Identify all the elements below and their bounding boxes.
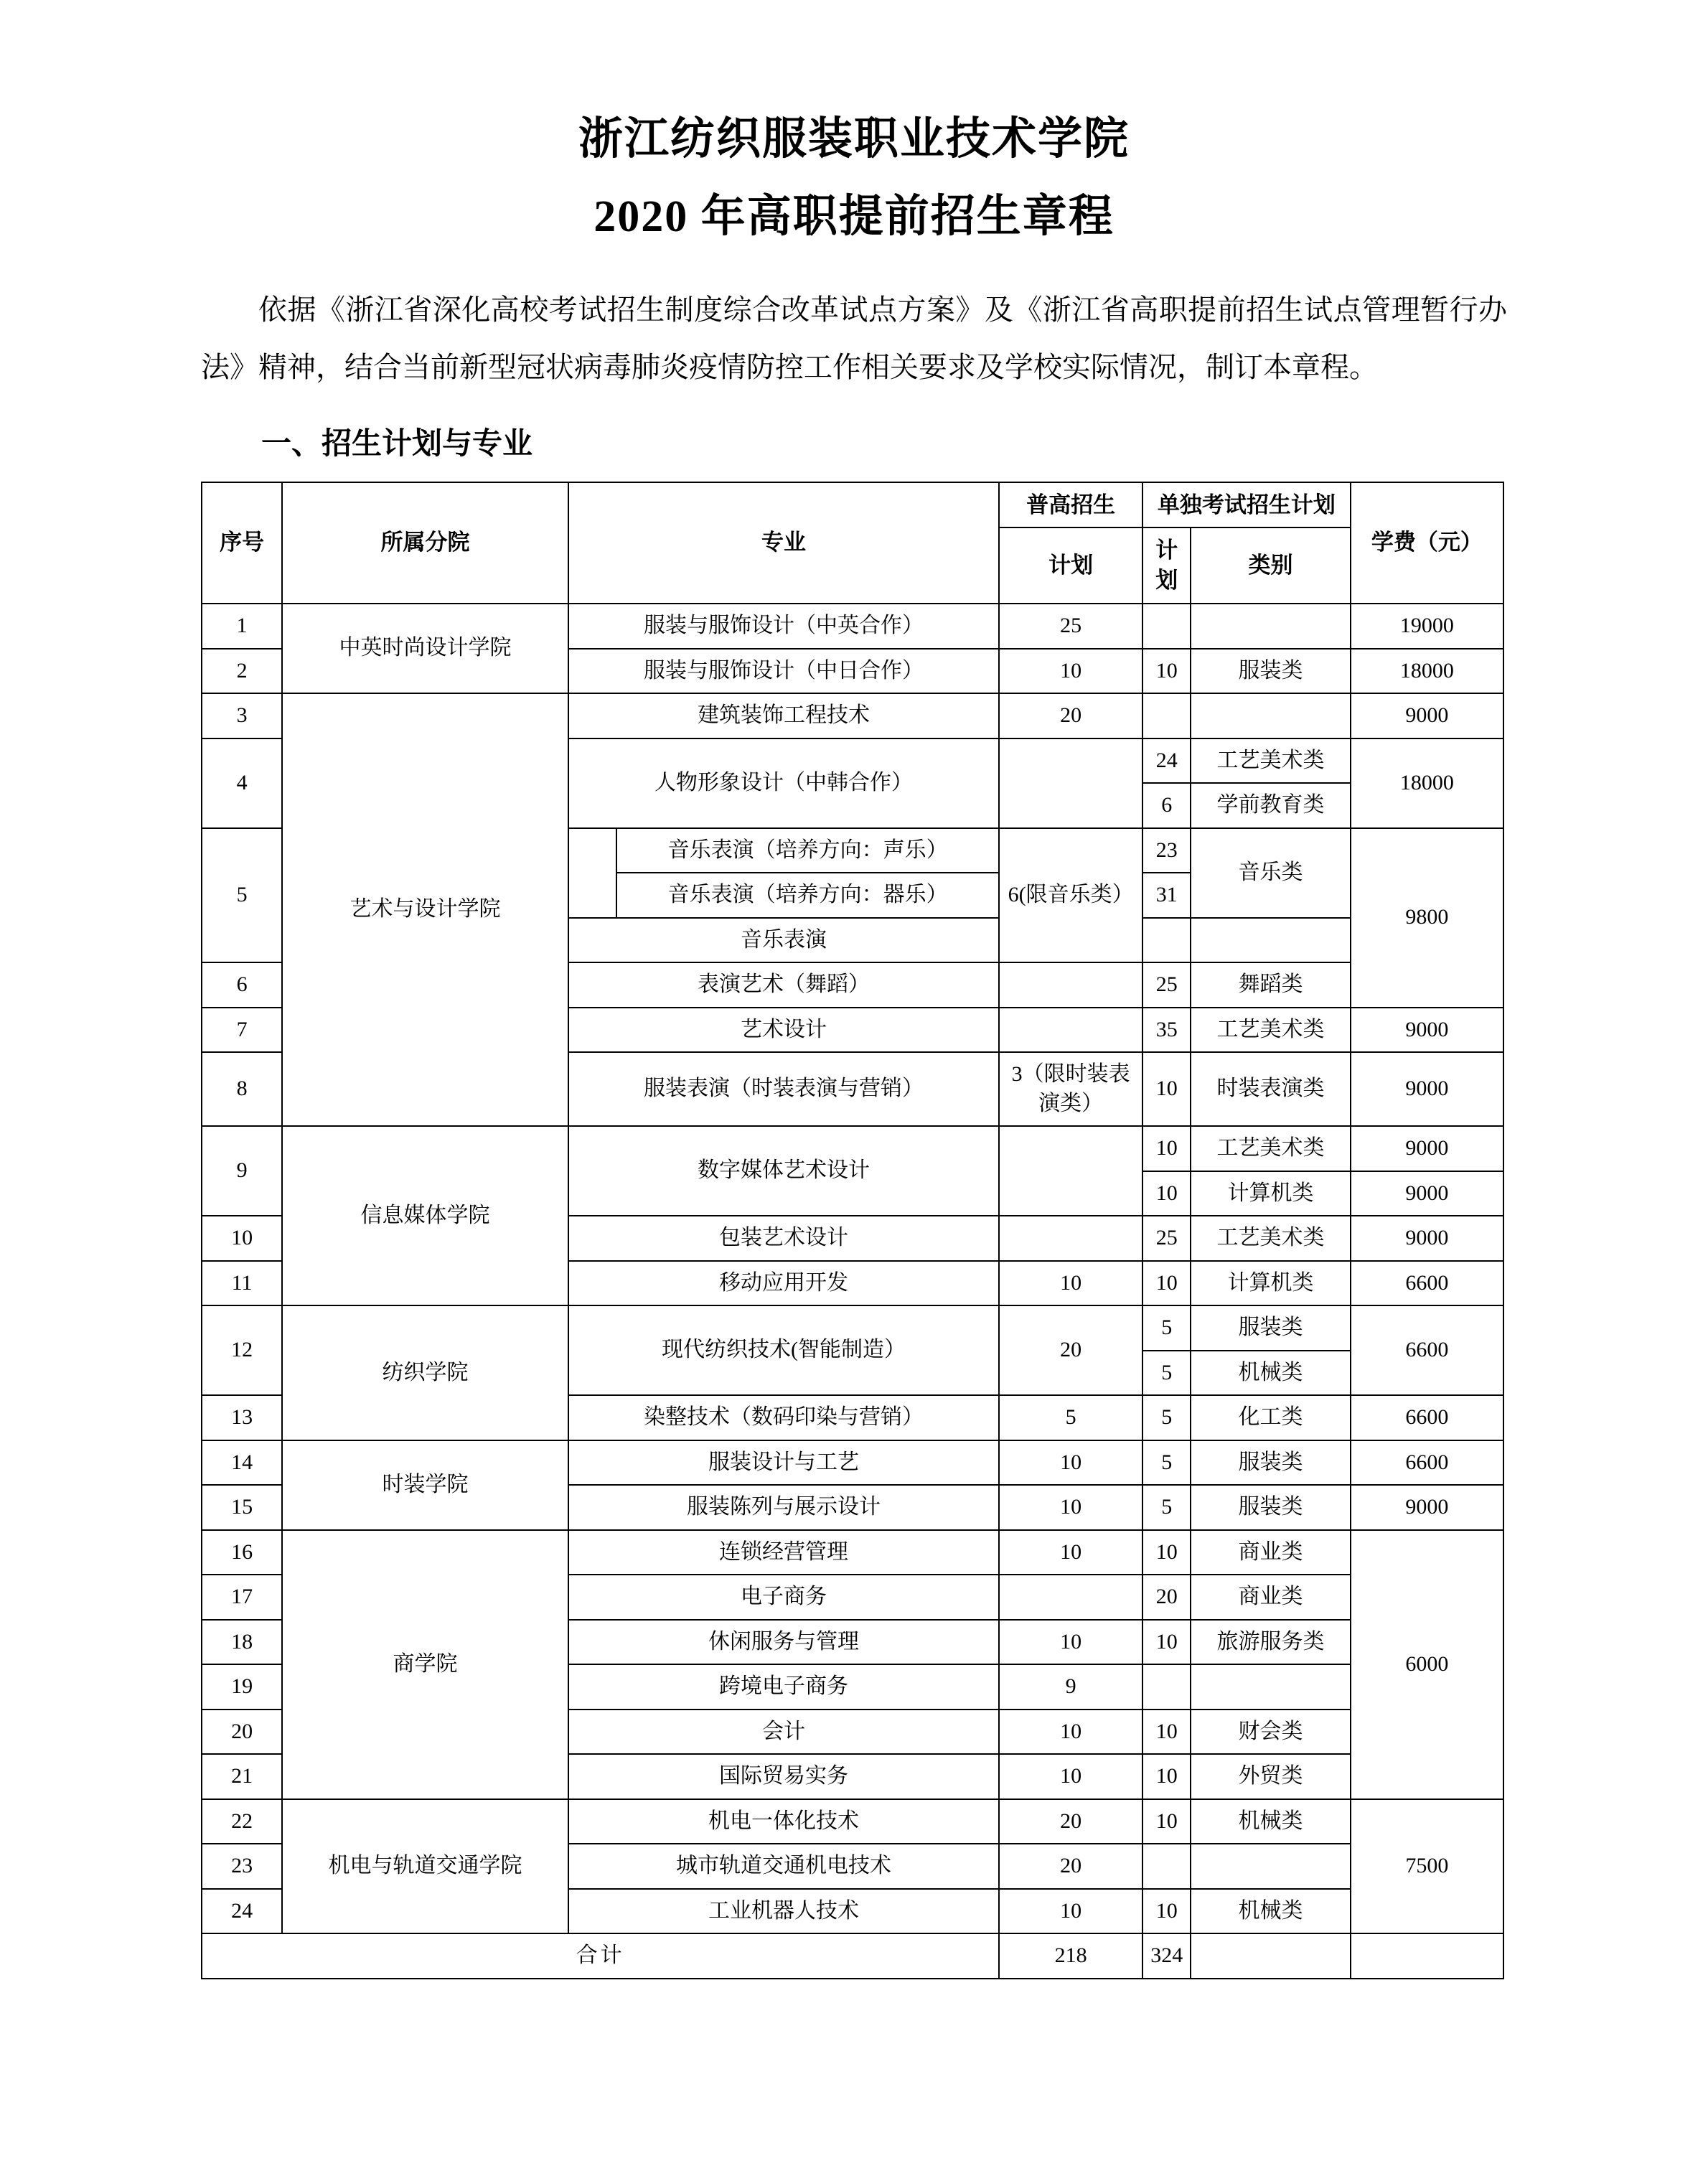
cell-total-label: 合计 <box>202 1933 999 1979</box>
cell-major: 移动应用开发 <box>568 1261 1000 1306</box>
cell-major: 工业机器人技术 <box>568 1889 1000 1934</box>
cell-separate-category: 外贸类 <box>1191 1754 1350 1799</box>
cell-tuition: 6600 <box>1351 1440 1503 1486</box>
table-header-row-1 <box>202 482 1503 528</box>
cell-separate-plan: 31 <box>1142 873 1191 918</box>
title-line-1: 浙江纺织服装职业技术学院 <box>578 115 1130 164</box>
cell-general-plan: 10 <box>999 1530 1142 1575</box>
cell-general-plan <box>999 1216 1142 1261</box>
cell-total-separate: 324 <box>1142 1933 1191 1979</box>
section-heading-1: 一、招生计划与专业 <box>261 427 533 461</box>
cell-separate-category: 学前教育类 <box>1191 783 1350 828</box>
cell-general-plan: 9 <box>999 1664 1142 1710</box>
cell-separate-category <box>1191 1664 1350 1710</box>
cell-general-plan: 10 <box>999 1754 1142 1799</box>
cell-no: 17 <box>202 1575 282 1620</box>
cell-separate-plan: 10 <box>1142 1799 1191 1844</box>
cell-separate-category <box>1191 604 1350 649</box>
cell-major: 服装表演（时装表演与营销） <box>568 1052 1000 1126</box>
cell-major: 机电一体化技术 <box>568 1799 1000 1844</box>
cell-total-fee <box>1351 1933 1503 1979</box>
cell-major: 染整技术（数码印染与营销） <box>568 1395 1000 1440</box>
cell-no: 10 <box>202 1216 282 1261</box>
cell-tuition: 18000 <box>1351 649 1503 694</box>
cell-separate-plan: 5 <box>1142 1305 1191 1351</box>
cell-college: 纺织学院 <box>282 1305 568 1440</box>
cell-tuition: 7500 <box>1351 1799 1503 1934</box>
cell-separate-category: 化工类 <box>1191 1395 1350 1440</box>
cell-major: 休闲服务与管理 <box>568 1620 1000 1665</box>
col-header-separate-exam: 单独考试招生计划 <box>1142 482 1351 528</box>
cell-major: 连锁经营管理 <box>568 1530 1000 1575</box>
cell-major: 包装艺术设计 <box>568 1216 1000 1261</box>
table-row <box>202 1440 1503 1486</box>
cell-separate-category <box>1191 693 1350 738</box>
cell-separate-plan: 20 <box>1142 1575 1191 1620</box>
cell-general-plan: 3（限时装表演类） <box>999 1052 1142 1126</box>
col-header-separate-category: 类别 <box>1191 527 1350 604</box>
cell-separate-plan <box>1142 1664 1191 1710</box>
cell-general-plan: 20 <box>999 1844 1142 1889</box>
cell-separate-plan: 5 <box>1142 1485 1191 1530</box>
cell-general-plan: 20 <box>999 1799 1142 1844</box>
cell-general-plan: 10 <box>999 1620 1142 1665</box>
cell-tuition: 9000 <box>1351 1171 1503 1216</box>
cell-no: 14 <box>202 1440 282 1486</box>
cell-separate-category: 工艺美术类 <box>1191 1008 1350 1053</box>
cell-no: 1 <box>202 604 282 649</box>
admission-plan-table <box>201 482 1504 1979</box>
cell-separate-category <box>1191 1844 1350 1889</box>
cell-major-indent <box>568 828 616 918</box>
cell-tuition: 9000 <box>1351 693 1503 738</box>
cell-no: 2 <box>202 649 282 694</box>
cell-separate-plan <box>1142 1844 1191 1889</box>
cell-separate-plan: 10 <box>1142 1052 1191 1126</box>
cell-separate-category: 工艺美术类 <box>1191 738 1350 784</box>
cell-no: 20 <box>202 1710 282 1755</box>
cell-major: 城市轨道交通机电技术 <box>568 1844 1000 1889</box>
col-header-college: 所属分院 <box>282 482 568 604</box>
cell-general-plan: 25 <box>999 604 1142 649</box>
cell-major: 国际贸易实务 <box>568 1754 1000 1799</box>
cell-college: 信息媒体学院 <box>282 1126 568 1305</box>
cell-major: 音乐表演（培养方向：声乐） <box>616 828 999 873</box>
cell-no: 4 <box>202 738 282 828</box>
cell-tuition: 6600 <box>1351 1305 1503 1395</box>
cell-separate-plan: 10 <box>1142 1261 1191 1306</box>
cell-separate-plan: 10 <box>1142 1754 1191 1799</box>
cell-general-plan: 5 <box>999 1395 1142 1440</box>
cell-tuition: 6600 <box>1351 1395 1503 1440</box>
cell-separate-category <box>1191 918 1350 963</box>
cell-separate-category: 计算机类 <box>1191 1171 1350 1216</box>
cell-separate-category: 服装类 <box>1191 1305 1350 1351</box>
table-row <box>202 1530 1503 1575</box>
cell-separate-category: 服装类 <box>1191 1485 1350 1530</box>
cell-no: 5 <box>202 828 282 963</box>
cell-tuition: 6000 <box>1351 1530 1503 1799</box>
cell-major: 数字媒体艺术设计 <box>568 1126 1000 1216</box>
cell-separate-category: 舞蹈类 <box>1191 962 1350 1008</box>
table-row <box>202 693 1503 738</box>
cell-no: 8 <box>202 1052 282 1126</box>
cell-separate-plan: 5 <box>1142 1351 1191 1396</box>
cell-general-plan: 10 <box>999 1889 1142 1934</box>
cell-tuition: 9000 <box>1351 1126 1503 1171</box>
table-row <box>202 1305 1503 1351</box>
cell-separate-category: 服装类 <box>1191 1440 1350 1486</box>
cell-separate-category: 商业类 <box>1191 1530 1350 1575</box>
cell-tuition: 9000 <box>1351 1216 1503 1261</box>
col-header-general-plan: 计划 <box>999 527 1142 604</box>
cell-major: 人物形象设计（中韩合作） <box>568 738 1000 828</box>
page-title <box>201 108 1507 250</box>
cell-tuition: 9000 <box>1351 1485 1503 1530</box>
cell-major: 会计 <box>568 1710 1000 1755</box>
cell-separate-plan: 35 <box>1142 1008 1191 1053</box>
cell-separate-category: 时装表演类 <box>1191 1052 1350 1126</box>
col-header-tuition: 学费（元） <box>1351 482 1503 604</box>
cell-no: 12 <box>202 1305 282 1395</box>
cell-major: 音乐表演（培养方向：器乐） <box>616 873 999 918</box>
cell-separate-plan: 25 <box>1142 962 1191 1008</box>
cell-separate-plan: 10 <box>1142 649 1191 694</box>
cell-separate-plan: 10 <box>1142 1710 1191 1755</box>
cell-separate-category: 服装类 <box>1191 649 1350 694</box>
cell-separate-category: 工艺美术类 <box>1191 1216 1350 1261</box>
cell-separate-plan <box>1142 918 1191 963</box>
cell-major: 艺术设计 <box>568 1008 1000 1053</box>
cell-no: 7 <box>202 1008 282 1053</box>
cell-separate-category: 机械类 <box>1191 1889 1350 1934</box>
cell-no: 24 <box>202 1889 282 1934</box>
cell-separate-plan <box>1142 693 1191 738</box>
cell-no: 18 <box>202 1620 282 1665</box>
cell-no: 19 <box>202 1664 282 1710</box>
cell-general-plan: 10 <box>999 1710 1142 1755</box>
cell-separate-plan: 10 <box>1142 1171 1191 1216</box>
col-header-major: 专业 <box>568 482 1000 604</box>
cell-tuition: 19000 <box>1351 604 1503 649</box>
cell-no: 23 <box>202 1844 282 1889</box>
cell-college: 时装学院 <box>282 1440 568 1530</box>
cell-major: 服装陈列与展示设计 <box>568 1485 1000 1530</box>
intro-paragraph-block <box>201 281 1507 396</box>
cell-separate-plan: 23 <box>1142 828 1191 873</box>
cell-tuition: 9000 <box>1351 1052 1503 1126</box>
table-row <box>202 1126 1503 1171</box>
cell-no: 9 <box>202 1126 282 1216</box>
cell-general-plan <box>999 962 1142 1008</box>
col-header-general-admission: 普高招生 <box>999 482 1142 528</box>
cell-general-plan: 20 <box>999 693 1142 738</box>
cell-separate-category: 音乐类 <box>1191 828 1350 918</box>
cell-total-general: 218 <box>999 1933 1142 1979</box>
cell-major: 现代纺织技术(智能制造） <box>568 1305 1000 1395</box>
cell-college: 商学院 <box>282 1530 568 1799</box>
cell-tuition: 9000 <box>1351 1008 1503 1053</box>
cell-no: 15 <box>202 1485 282 1530</box>
cell-general-plan <box>999 1575 1142 1620</box>
col-header-separate-plan: 计划 <box>1142 527 1191 604</box>
cell-separate-plan: 6 <box>1142 783 1191 828</box>
cell-no: 22 <box>202 1799 282 1844</box>
cell-separate-category: 机械类 <box>1191 1799 1350 1844</box>
cell-separate-category: 旅游服务类 <box>1191 1620 1350 1665</box>
cell-major: 跨境电子商务 <box>568 1664 1000 1710</box>
cell-major: 服装与服饰设计（中日合作） <box>568 649 1000 694</box>
cell-total-category <box>1191 1933 1350 1979</box>
cell-tuition: 18000 <box>1351 738 1503 828</box>
cell-separate-plan: 5 <box>1142 1440 1191 1486</box>
cell-major: 服装与服饰设计（中英合作） <box>568 604 1000 649</box>
cell-separate-plan <box>1142 604 1191 649</box>
cell-general-plan <box>999 738 1142 828</box>
cell-general-plan: 20 <box>999 1305 1142 1395</box>
cell-no: 11 <box>202 1261 282 1306</box>
table-total-row <box>202 1933 1503 1979</box>
cell-major: 建筑装饰工程技术 <box>568 693 1000 738</box>
cell-no: 21 <box>202 1754 282 1799</box>
cell-separate-plan: 10 <box>1142 1889 1191 1934</box>
col-header-no: 序号 <box>202 482 282 604</box>
cell-general-plan: 10 <box>999 649 1142 694</box>
cell-separate-category: 工艺美术类 <box>1191 1126 1350 1171</box>
cell-separate-category: 商业类 <box>1191 1575 1350 1620</box>
cell-major: 音乐表演 <box>568 918 1000 963</box>
cell-separate-plan: 10 <box>1142 1530 1191 1575</box>
cell-college: 艺术与设计学院 <box>282 693 568 1126</box>
cell-major: 服装设计与工艺 <box>568 1440 1000 1486</box>
cell-no: 3 <box>202 693 282 738</box>
cell-general-plan: 10 <box>999 1485 1142 1530</box>
cell-tuition: 9800 <box>1351 828 1503 1008</box>
cell-general-plan <box>999 1126 1142 1216</box>
cell-general-plan: 6(限音乐类） <box>999 828 1142 963</box>
table-row <box>202 1799 1503 1844</box>
cell-separate-plan: 24 <box>1142 738 1191 784</box>
cell-general-plan <box>999 1008 1142 1053</box>
cell-general-plan: 10 <box>999 1261 1142 1306</box>
table-row <box>202 604 1503 649</box>
cell-separate-plan: 10 <box>1142 1620 1191 1665</box>
cell-separate-plan: 10 <box>1142 1126 1191 1171</box>
cell-tuition: 6600 <box>1351 1261 1503 1306</box>
cell-no: 13 <box>202 1395 282 1440</box>
cell-college: 中英时尚设计学院 <box>282 604 568 693</box>
table-body <box>202 604 1503 1979</box>
title-line-2: 2020 年高职提前招生章程 <box>593 192 1115 241</box>
cell-separate-category: 计算机类 <box>1191 1261 1350 1306</box>
cell-separate-plan: 25 <box>1142 1216 1191 1261</box>
cell-general-plan: 10 <box>999 1440 1142 1486</box>
cell-no: 16 <box>202 1530 282 1575</box>
intro-paragraph: 依据《浙江省深化高校考试招生制度综合改革试点方案》及《浙江省高职提前招生试点管理暂行办法》精神，结合当前新型冠状病毒肺炎疫情防控工作相关要求及学校实际情况，制订本章程。 <box>201 293 1507 383</box>
cell-major: 表演艺术（舞蹈） <box>568 962 1000 1008</box>
cell-major: 电子商务 <box>568 1575 1000 1620</box>
cell-separate-category: 机械类 <box>1191 1351 1350 1396</box>
table-header <box>202 482 1503 604</box>
cell-college: 机电与轨道交通学院 <box>282 1799 568 1934</box>
cell-no: 6 <box>202 962 282 1008</box>
cell-separate-category: 财会类 <box>1191 1710 1350 1755</box>
cell-separate-plan: 5 <box>1142 1395 1191 1440</box>
